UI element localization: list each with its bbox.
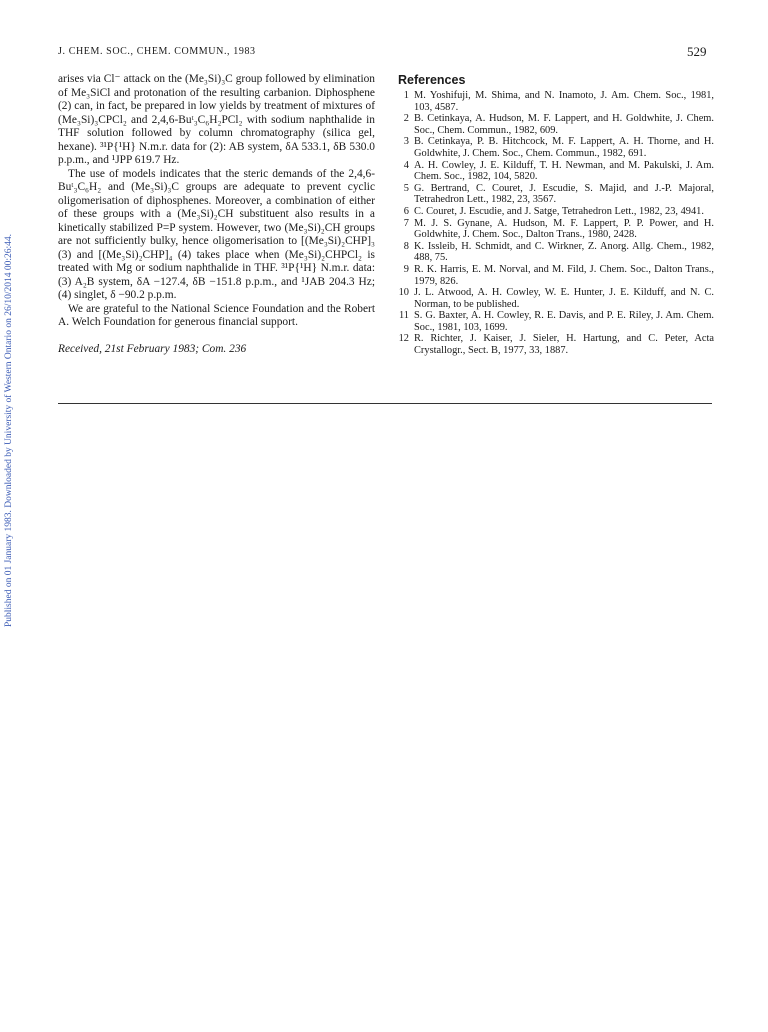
reference-item — [398, 264, 714, 287]
reference-number: 12 — [398, 333, 409, 345]
reference-item — [398, 310, 714, 333]
article-body-column — [58, 73, 375, 356]
reference-text: B. Cetinkaya, A. Hudson, M. F. Lappert, and H. Goldwhite, J. Chem. Soc., Chem. Commun., 1982, 609. — [414, 113, 714, 136]
reference-number: 9 — [403, 263, 409, 275]
references-heading: References — [398, 73, 466, 87]
bottom-rule — [58, 403, 712, 404]
reference-text: M. Yoshifuji, M. Shima, and N. Inamoto, J. Am. Chem. Soc., 1981, 103, 4587. — [414, 90, 714, 113]
reference-item — [398, 333, 714, 356]
reference-text: S. G. Baxter, A. H. Cowley, R. E. Davis, and P. E. Riley, J. Am. Chem. Soc., 1981, 103, 1699. — [414, 310, 714, 333]
reference-text: C. Couret, J. Escudie, and J. Satge, Tetrahedron Lett., 1982, 23, 4941. — [414, 205, 704, 217]
reference-item — [398, 218, 714, 241]
reference-text: A. H. Cowley, J. E. Kilduff, T. H. Newman, and M. Pakulski, J. Am. Chem. Soc., 1982, 104, 5820. — [414, 159, 714, 183]
body-paragraph-2: The use of models indicates that the steric demands of the 2,4,6-Buᵗ₃C₆H₂ and (Me₃Si)₃C groups are adequate to prevent cyclic oligomerisation of diphosphenes. Moreover, a combination of either of these groups with a (Me₃Si)₂CH substituent also results in a kinetically stabilized P=P system. However, two (Me₃Si)₂CH groups are not sufficiently bulky, hence oligomerisation to [(Me₃Si)₂CHP]₃ (3) and [(Me₃Si)₂CHP]₄ (4) takes place when (Me₃Si)₂CHPCl₂ is treated with Mg or sodium naphthalide in THF. ³¹P{¹H} N.m.r. data: (3) A₂B system, δA −127.4, δB −151.8 p.p.m., and ¹JAB 204.3 Hz; (4) singlet, δ −90.2 p.p.m. — [58, 167, 375, 301]
page-number: 529 — [687, 44, 707, 59]
reference-text: K. Issleib, H. Schmidt, and C. Wirkner, Z. Anorg. Allg. Chem., 1982, 488, 75. — [414, 240, 714, 264]
acknowledgement-paragraph: We are grateful to the National Science Foundation and the Robert A. Welch Foundation for generous financial support. — [58, 302, 375, 328]
reference-item — [398, 90, 714, 113]
reference-number: 5 — [403, 182, 409, 194]
reference-number: 6 — [403, 205, 409, 217]
reference-number: 7 — [403, 217, 409, 229]
reference-text: G. Bertrand, C. Couret, J. Escudie, S. Majid, and J.-P. Majoral, Tetrahedron Lett., 1982, 23, 3567. — [414, 182, 714, 206]
reference-item — [398, 160, 714, 183]
reference-item — [398, 113, 714, 136]
reference-text: B. Cetinkaya, P. B. Hitchcock, M. F. Lappert, A. H. Thorne, and H. Goldwhite, J. Chem. Soc., Chem. Commun., 1982, 691. — [414, 136, 714, 159]
references-section — [398, 73, 714, 357]
reference-item — [398, 287, 714, 310]
body-paragraph-1: arises via Cl⁻ attack on the (Me₃Si)₃C group followed by elimination of Me₃SiCl and protonation of the resulting carbanion. Diphosphene (2) can, in fact, be prepared in low yields by treatment of mixtures of (Me₃Si)₃CPCl₂ and 2,4,6-Buᵗ₃C₆H₂PCl₂ with sodium naphthalide in THF solution followed by column chromatography (silica gel, hexane). ³¹P{¹H} N.m.r. data for (2): AB system, δA 533.1, δB 530.0 p.p.m., and ¹JPP 619.7 Hz. — [58, 73, 375, 166]
reference-number: 11 — [398, 310, 409, 322]
reference-item — [398, 241, 714, 264]
running-header: J. CHEM. SOC., CHEM. COMMUN., 1983 — [58, 46, 256, 57]
reference-number: 3 — [403, 136, 409, 148]
received-date: Received, 21st February 1983; Com. 236 — [58, 342, 247, 355]
reference-item — [398, 206, 714, 218]
reference-text: M. J. S. Gynane, A. Hudson, M. F. Lappert, P. P. Power, and H. Goldwhite, J. Chem. Soc., Dalton Trans., 1980, 2428. — [414, 217, 714, 241]
reference-number: 2 — [403, 113, 409, 125]
reference-number: 1 — [403, 90, 409, 101]
reference-text: J. L. Atwood, A. H. Cowley, W. E. Hunter, J. E. Kilduff, and N. C. Norman, to be published. — [414, 287, 714, 310]
reference-item — [398, 136, 714, 159]
reference-number: 4 — [403, 159, 409, 171]
reference-number: 8 — [403, 240, 409, 252]
reference-item — [398, 183, 714, 206]
download-stamp[interactable]: Published on 01 January 1983. Downloaded by University of Western Ontario on 26/10/2014 00:26:44. — [4, 233, 14, 627]
reference-text: R. Richter, J. Kaiser, J. Sieler, H. Hartung, and C. Peter, Acta Crystallogr., Sect. B, 1977, 33, 1887. — [414, 333, 714, 357]
reference-number: 10 — [398, 287, 409, 299]
reference-text: R. K. Harris, E. M. Norval, and M. Fild, J. Chem. Soc., Dalton Trans., 1979, 826. — [414, 263, 714, 287]
references-list — [398, 90, 714, 357]
